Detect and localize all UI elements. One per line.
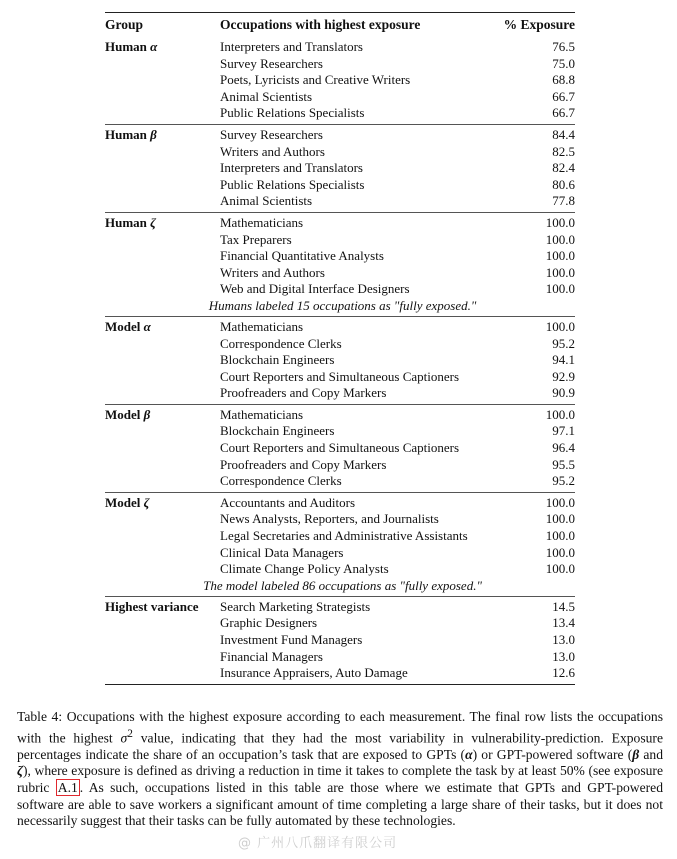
exposure-value: 100.0 [545,494,575,510]
table-row [105,457,575,474]
exposure-value: 80.6 [552,176,575,192]
table-body [105,37,575,684]
table-group [105,317,575,404]
table-row [105,352,575,369]
table-row [105,144,575,161]
occupation-cell: Mathematicians [220,318,304,334]
caption-text: ), where exposure is defined as driving a reduction in time it takes to complete the task by at least 50% (see exposure rubric [17,763,663,795]
table-row [105,495,575,512]
table-row [105,665,575,682]
group-label: Model β [105,406,151,422]
group-note: Humans labeled 15 occupations as "fully exposed." [208,297,477,313]
occupation-cell: Court Reporters and Simultaneous Captioners [220,368,460,384]
header-exposure: % Exposure [503,17,575,32]
group-label [105,385,220,402]
table-row [105,599,575,616]
group-label [105,193,220,210]
table-group [105,405,575,492]
occupation-cell: Interpreters and Translators [220,39,363,54]
occupation-cell: Search Marketing Strategists [220,598,371,614]
group-label [105,89,220,106]
exposure-value: 100.0 [545,231,575,247]
exposure-value: 97.1 [552,423,575,439]
exposure-value: 100.0 [545,528,575,544]
occupation-cell: Blockchain Engineers [220,423,335,439]
table-row [105,281,575,298]
table-group [105,125,575,212]
table-row [105,232,575,249]
exposure-value: 100.0 [545,318,575,334]
table-header [105,13,575,37]
group-label: Model ζ [105,494,150,510]
group-label [105,440,220,457]
group-label [105,473,220,490]
occupation-cell: Accountants and Auditors [220,494,356,510]
table-row [105,72,575,89]
group-label: Highest variance [105,598,199,614]
group-label [105,615,220,632]
table-row [105,56,575,73]
table-row [105,649,575,666]
group-label [105,423,220,440]
table-row [105,407,575,424]
occupation-cell: News Analysts, Reporters, and Journalists [220,511,439,527]
exposure-value: 95.2 [552,473,575,489]
occupation-cell: Survey Researchers [220,55,323,71]
exposure-value: 68.8 [552,72,575,88]
occupation-cell: Writers and Authors [220,143,325,159]
table-row [105,632,575,649]
table-row [105,265,575,282]
group-label [105,528,220,545]
group-label [105,352,220,369]
table-row [105,336,575,353]
sigma-symbol: σ [120,730,128,746]
group-label [105,511,220,528]
group-label [105,281,220,298]
header-occupation: Occupations with highest exposure [220,17,421,32]
table-row [105,545,575,562]
table-row [105,127,575,144]
group-label [105,632,220,649]
table-row [105,473,575,490]
caption-text: ) or GPT-powered software ( [472,746,633,762]
table-row [105,369,575,386]
exposure-value: 66.7 [552,88,575,104]
exposure-value: 90.9 [552,385,575,401]
occupation-cell: Tax Preparers [220,231,292,247]
group-label: Human α [105,39,158,54]
group-label [105,561,220,578]
group-label [105,72,220,89]
exposure-value: 95.2 [552,335,575,351]
occupation-cell: Financial Managers [220,648,323,664]
table-row [105,385,575,402]
header-group: Group [105,17,144,32]
table-group [105,37,575,124]
group-label [105,369,220,386]
group-label [105,248,220,265]
caption-text: Table 4: Occupations with the highest exposure according to each measurement. The final row lists the occupations with the highest [17,709,663,746]
table-row [105,248,575,265]
group-label: Model α [105,318,151,334]
exposure-value: 82.5 [552,143,575,159]
exposure-value: 82.4 [552,160,575,176]
occupation-cell: Legal Secretaries and Administrative Assistants [220,528,468,544]
exposure-table [105,12,575,685]
occupation-cell: Blockchain Engineers [220,352,335,368]
group-label [105,105,220,122]
occupation-cell: Public Relations Specialists [220,105,365,121]
alpha-symbol: α [465,746,473,762]
occupation-cell: Survey Researchers [220,126,323,142]
table-row [105,89,575,106]
table-row [105,319,575,336]
table-row [105,423,575,440]
occupation-cell: Correspondence Clerks [220,473,342,489]
watermark: @ 广州八爪翻译有限公司 [238,836,398,851]
group-label [105,665,220,682]
group-label [105,336,220,353]
occupation-cell: Writers and Authors [220,264,325,280]
group-label [105,265,220,282]
group-label [105,56,220,73]
occupation-cell: Mathematicians [220,406,304,422]
table-row [105,177,575,194]
caption-text: . As such, occupations listed in this table are those where we estimate that GPTs and GPT-powered software are able to save workers a significant amount of time completing a large share of their tasks, but it does not necessarily suggest that their tasks can be fully automated by these technologies. [17,779,663,829]
table-group [105,213,575,316]
exposure-value: 13.0 [552,648,575,664]
exposure-value: 100.0 [545,214,575,230]
occupation-cell: Court Reporters and Simultaneous Captioners [220,440,460,456]
exposure-value: 75.0 [552,55,575,71]
exposure-value: 95.5 [552,456,575,472]
group-label: Human ζ [105,214,156,230]
caption-text: and [639,746,663,762]
exposure-value: 100.0 [545,281,575,297]
table-row [105,193,575,210]
occupation-cell: Financial Quantitative Analysts [220,248,384,264]
exposure-value: 100.0 [545,264,575,280]
rubric-reference-link[interactable]: A.1 [57,779,78,795]
group-label [105,649,220,666]
group-label [105,545,220,562]
occupation-cell: Graphic Designers [220,615,318,631]
occupation-cell: Interpreters and Translators [220,160,363,176]
occupation-cell: Animal Scientists [220,88,313,104]
table-row [105,215,575,232]
occupation-cell: Mathematicians [220,214,304,230]
group-note: The model labeled 86 occupations as "fully exposed." [203,577,482,593]
group-label [105,160,220,177]
table-row [105,39,575,56]
table-caption [17,709,663,830]
caption-text: value, indicating that they had the most variability in vulnerability-prediction. Exposure percentages indicate the share of an occupation’s task that are exposed to GPTs ( [17,730,663,762]
exposure-value: 100.0 [545,248,575,264]
occupation-cell: Public Relations Specialists [220,176,365,192]
occupation-cell: Proofreaders and Copy Markers [220,456,387,472]
exposure-value: 14.5 [552,598,575,614]
exposure-value: 92.9 [552,368,575,384]
table-group [105,493,575,596]
exposure-value: 12.6 [552,665,575,681]
exposure-value: 84.4 [552,126,575,142]
table-row [105,105,575,122]
group-label: Human β [105,126,157,142]
occupation-cell: Correspondence Clerks [220,335,342,351]
exposure-value: 13.0 [552,632,575,647]
exposure-value: 13.4 [552,615,575,631]
exposure-value: 96.4 [552,440,575,456]
exposure-value: 66.7 [552,105,575,121]
occupation-cell: Climate Change Policy Analysts [220,561,389,577]
exposure-value: 100.0 [545,561,575,577]
table-row [105,528,575,545]
occupation-cell: Poets, Lyricists and Creative Writers [220,72,411,88]
occupation-cell: Proofreaders and Copy Markers [220,385,387,401]
table-row [105,615,575,632]
occupation-cell: Animal Scientists [220,193,313,209]
exposure-value: 100.0 [545,511,575,527]
table-row [105,561,575,578]
exposure-value: 100.0 [545,406,575,422]
occupation-cell: Clinical Data Managers [220,544,344,560]
group-label [105,144,220,161]
occupation-cell: Investment Fund Managers [220,632,363,647]
occupation-cell: Insurance Appraisers, Auto Damage [220,665,408,681]
exposure-value: 94.1 [552,352,575,368]
exposure-value: 100.0 [545,544,575,560]
table-row [105,511,575,528]
group-label [105,457,220,474]
beta-symbol: β [632,746,640,762]
table-row [105,160,575,177]
bottom-rule [105,684,575,685]
occupation-cell: Web and Digital Interface Designers [220,281,410,297]
zeta-symbol: ζ [17,763,23,779]
table-row [105,440,575,457]
exposure-value: 76.5 [552,39,575,54]
group-label [105,232,220,249]
superscript: 2 [127,727,133,740]
exposure-value: 77.8 [552,193,575,209]
table-group [105,597,575,684]
group-label [105,177,220,194]
